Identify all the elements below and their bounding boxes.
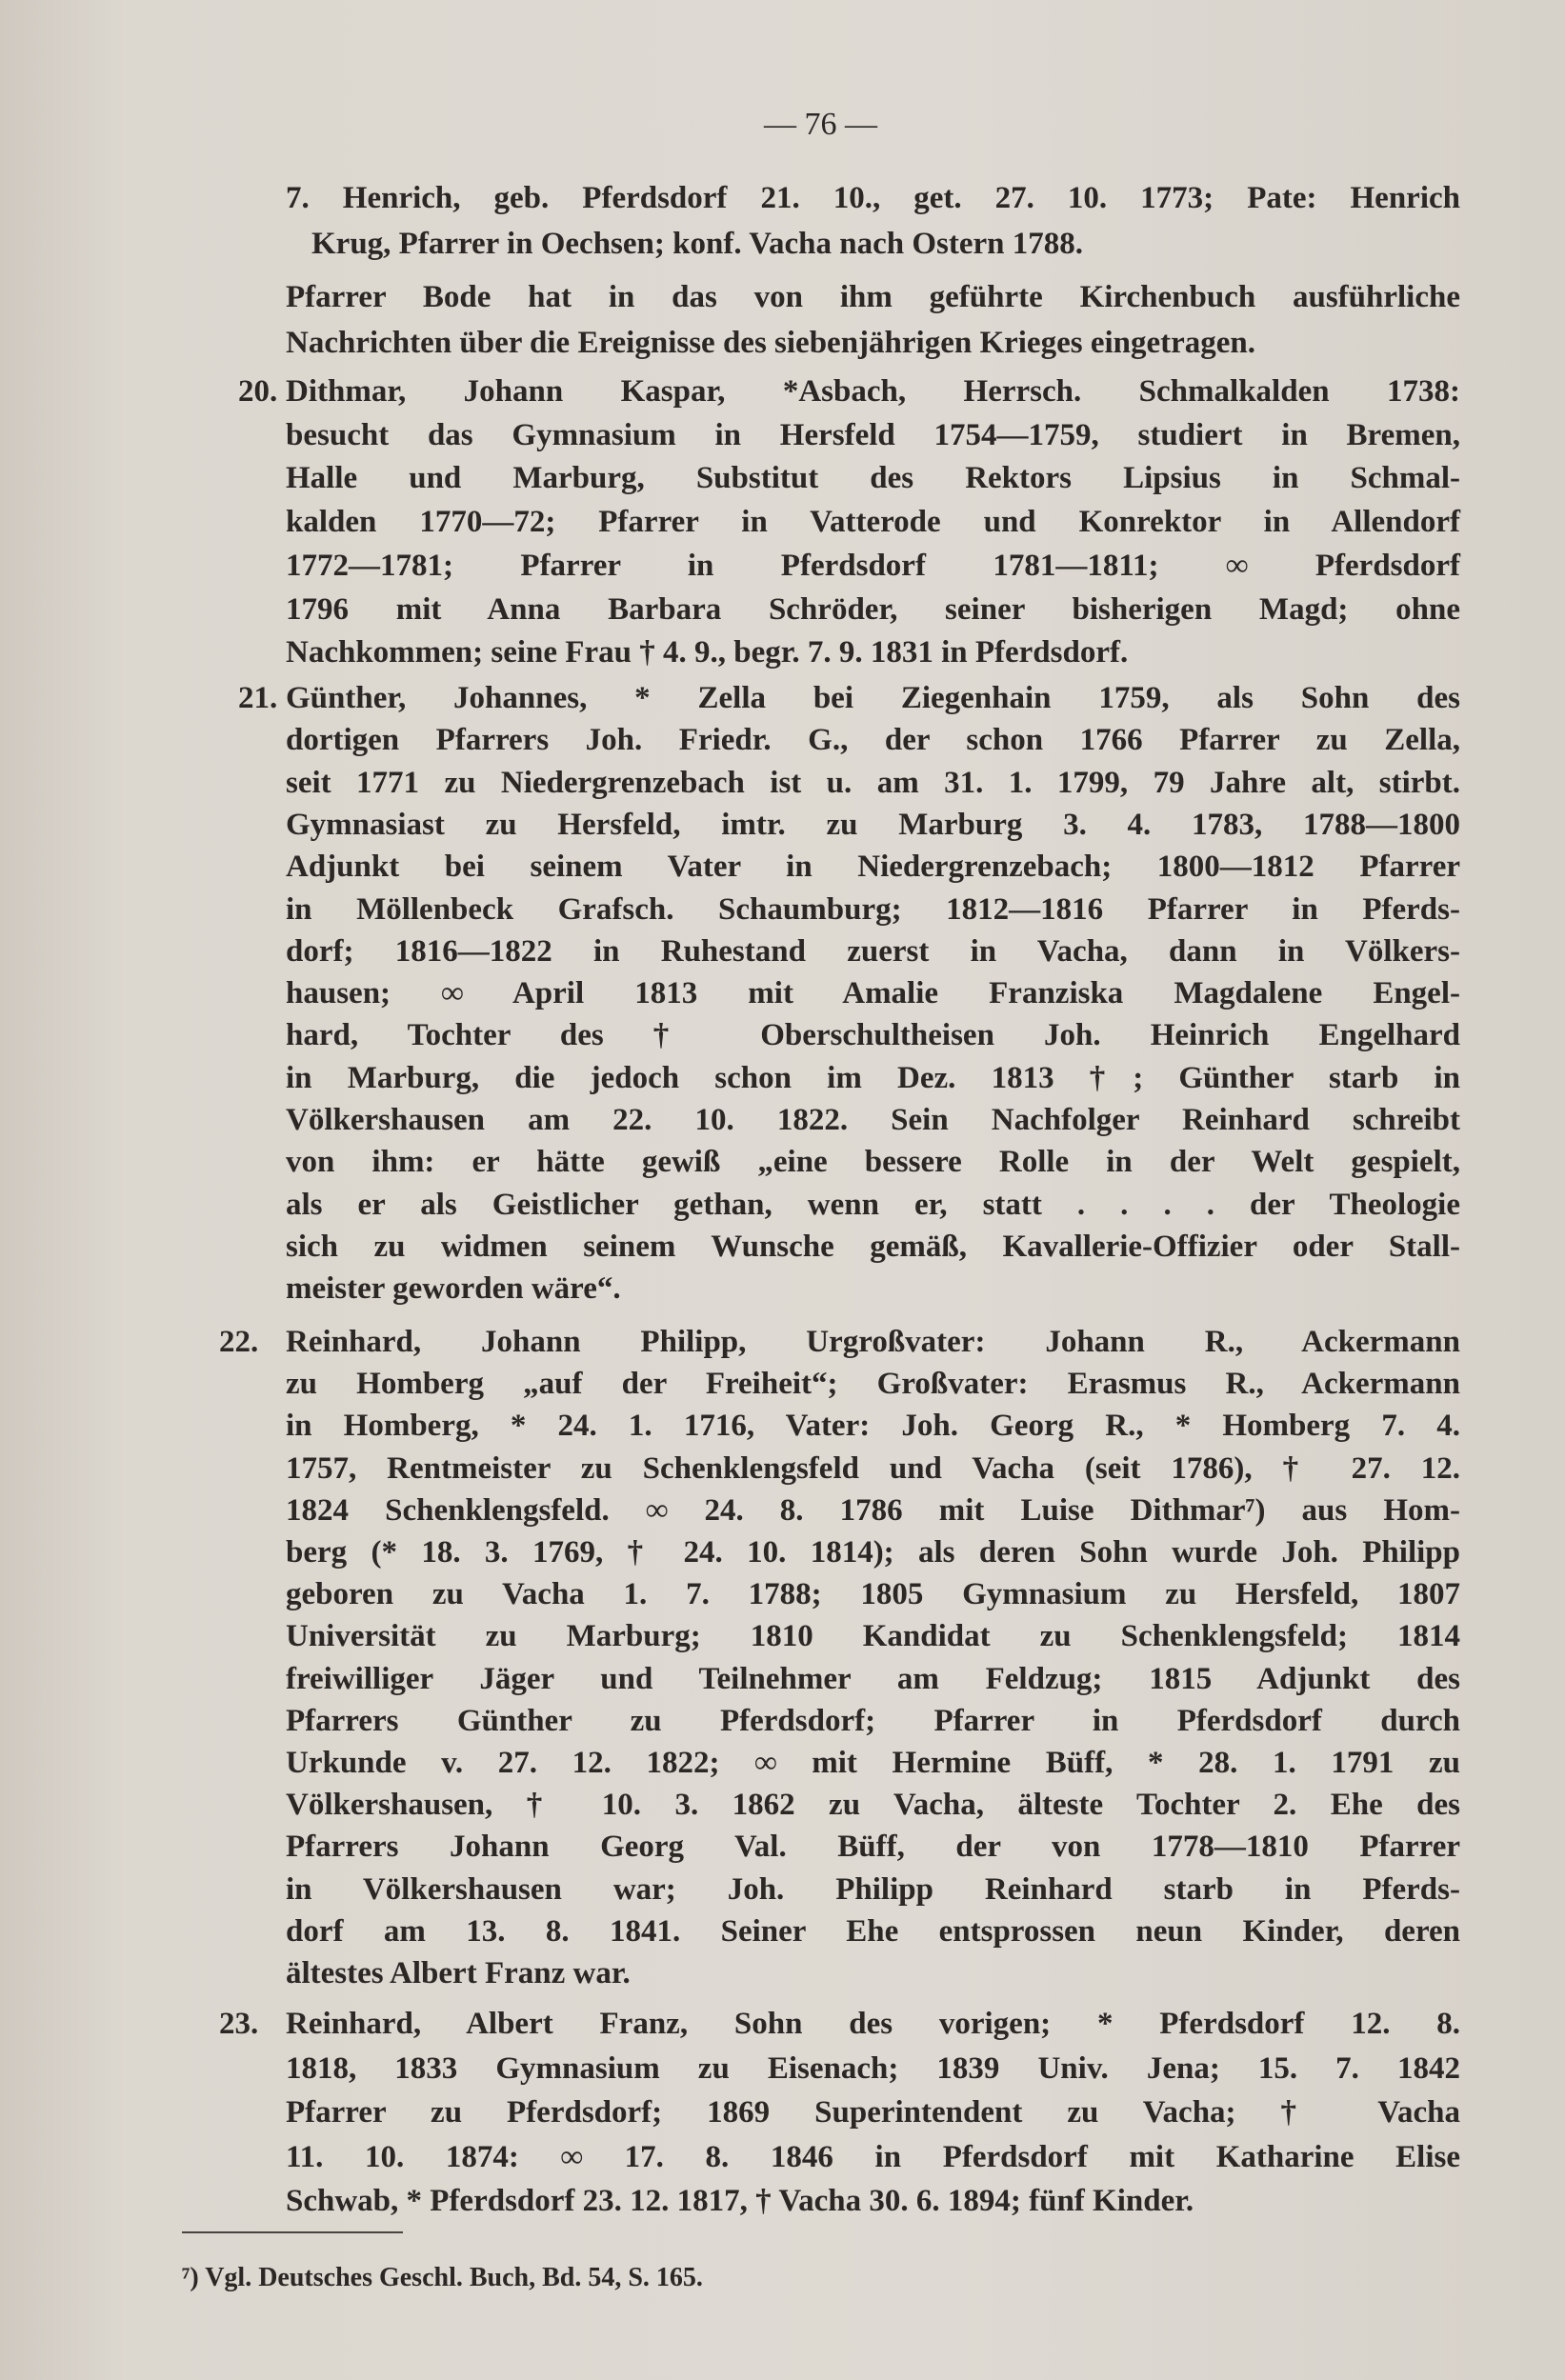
text-line: hausen; ∞ April 1813 mit Amalie Franziska Magdalene Engel- bbox=[286, 976, 1460, 1011]
text-line: in Homberg, * 24. 1. 1716, Vater: Joh. Georg R., * Homberg 7. 4. bbox=[286, 1409, 1460, 1444]
text-line: hard, Tochter des † Oberschultheisen Joh. Heinrich Engelhard bbox=[286, 1018, 1460, 1053]
text-line: in Völkershausen war; Joh. Philipp Reinhard starb in Pferds- bbox=[286, 1871, 1460, 1907]
text-line: Pfarrers Johann Georg Val. Büff, der von 1778—1810 Pfarrer bbox=[286, 1830, 1460, 1865]
text-line: Pfarrer Bode hat in das von ihm geführte Kirchenbuch ausführliche bbox=[286, 280, 1460, 314]
page-number: — 76 — bbox=[764, 107, 877, 142]
text-line: ältestes Albert Franz war. bbox=[286, 1956, 631, 1990]
text-line: 1772—1781; Pfarrer in Pferdsdorf 1781—1811; ∞ Pferdsdorf bbox=[286, 548, 1460, 583]
text-line: Pfarrers Günther zu Pferdsdorf; Pfarrer in Pferdsdorf durch bbox=[286, 1703, 1460, 1738]
text-line: Völkershausen am 22. 10. 1822. Sein Nachfolger Reinhard schreibt bbox=[286, 1103, 1460, 1137]
text-line: besucht das Gymnasium in Hersfeld 1754—1759, studiert in Bremen, bbox=[286, 417, 1460, 452]
text-line: von ihm: er hätte gewiß „eine bessere Rolle in der Welt gespielt, bbox=[286, 1145, 1460, 1180]
text-line: Nachkommen; seine Frau † 4. 9., begr. 7. 9. 1831 in Pferdsdorf. bbox=[286, 635, 1129, 670]
text-line: in Marburg, die jedoch schon im Dez. 1813 †; Günther starb in bbox=[286, 1060, 1460, 1095]
text-line: Pfarrer zu Pferdsdorf; 1869 Superintendent zu Vacha; † Vacha bbox=[286, 2095, 1460, 2130]
text-line: Universität zu Marburg; 1810 Kandidat zu Schenklengsfeld; 1814 bbox=[286, 1619, 1460, 1654]
entry-number: 23. bbox=[219, 2007, 259, 2041]
text-line: freiwilliger Jäger und Teilnehmer am Feldzug; 1815 Adjunkt des bbox=[286, 1661, 1460, 1696]
entry-number: 20. bbox=[238, 374, 278, 409]
entry-number: 22. bbox=[219, 1325, 259, 1359]
text-line: Dithmar, Johann Kaspar, *Asbach, Herrsch. Schmalkalden 1738: bbox=[286, 374, 1460, 409]
text-line: Gymnasiast zu Hersfeld, imtr. zu Marburg 3. 4. 1783, 1788—1800 bbox=[286, 807, 1460, 842]
text-line: in Möllenbeck Grafsch. Schaumburg; 1812—1816 Pfarrer in Pferds- bbox=[286, 891, 1460, 927]
text-line: Adjunkt bei seinem Vater in Niedergrenzebach; 1800—1812 Pfarrer bbox=[286, 850, 1460, 885]
text-line: 11. 10. 1874: ∞ 17. 8. 1846 in Pferdsdorf mit Katharine Elise bbox=[286, 2139, 1460, 2174]
text-line: dortigen Pfarrers Joh. Friedr. G., der schon 1766 Pfarrer zu Zella, bbox=[286, 723, 1460, 758]
text-line: Nachrichten über die Ereignisse des siebenjährigen Krieges eingetragen. bbox=[286, 326, 1256, 360]
text-line: dorf am 13. 8. 1841. Seiner Ehe entsprossen neun Kinder, deren bbox=[286, 1913, 1460, 1949]
text-line: als er als Geistlicher gethan, wenn er, statt . . . . der Theologie bbox=[286, 1187, 1460, 1222]
text-line: geboren zu Vacha 1. 7. 1788; 1805 Gymnasium zu Hersfeld, 1807 bbox=[286, 1577, 1460, 1612]
text-line: Reinhard, Albert Franz, Sohn des vorigen; * Pferdsdorf 12. 8. bbox=[286, 2007, 1460, 2041]
text-line: Krug, Pfarrer in Oechsen; konf. Vacha nach Ostern 1788. bbox=[311, 227, 1084, 261]
footnote-divider bbox=[182, 2231, 403, 2233]
text-line: 1824 Schenklengsfeld. ∞ 24. 8. 1786 mit Luise Dithmar⁷) aus Hom- bbox=[286, 1492, 1460, 1528]
text-line: kalden 1770—72; Pfarrer in Vatterode und Konrektor in Allendorf bbox=[286, 505, 1460, 540]
text-line: seit 1771 zu Niedergrenzebach ist u. am 31. 1. 1799, 79 Jahre alt, stirbt. bbox=[286, 765, 1460, 800]
text-line: Halle und Marburg, Substitut des Rektors Lipsius in Schmal- bbox=[286, 461, 1460, 496]
footnote: ⁷) Vgl. Deutsches Geschl. Buch, Bd. 54, S. 165. bbox=[182, 2263, 703, 2292]
text-line: meister geworden wäre“. bbox=[286, 1271, 621, 1307]
text-line: Urkunde v. 27. 12. 1822; ∞ mit Hermine Büff, * 28. 1. 1791 zu bbox=[286, 1746, 1460, 1780]
text-line: dorf; 1816—1822 in Ruhestand zuerst in Vacha, dann in Völkers- bbox=[286, 933, 1460, 969]
text-line: zu Homberg „auf der Freiheit“; Großvater: Erasmus R., Ackermann bbox=[286, 1367, 1460, 1402]
text-line: Reinhard, Johann Philipp, Urgroßvater: Johann R., Ackermann bbox=[286, 1325, 1460, 1359]
text-line: 1818, 1833 Gymnasium zu Eisenach; 1839 Univ. Jena; 15. 7. 1842 bbox=[286, 2050, 1460, 2086]
text-line: Völkershausen, † 10. 3. 1862 zu Vacha, älteste Tochter 2. Ehe des bbox=[286, 1788, 1460, 1823]
text-line: berg (* 18. 3. 1769, † 24. 10. 1814); als deren Sohn wurde Joh. Philipp bbox=[286, 1535, 1460, 1570]
text-line: 7. Henrich, geb. Pferdsdorf 21. 10., get. 27. 10. 1773; Pate: Henrich bbox=[286, 181, 1460, 215]
entry-number: 21. bbox=[238, 681, 278, 715]
text-line: Schwab, * Pferdsdorf 23. 12. 1817, † Vacha 30. 6. 1894; fünf Kinder. bbox=[286, 2184, 1194, 2218]
text-line: Günther, Johannes, * Zella bei Ziegenhain 1759, als Sohn des bbox=[286, 681, 1460, 715]
text-line: 1796 mit Anna Barbara Schröder, seiner bisherigen Magd; ohne bbox=[286, 591, 1460, 627]
text-line: sich zu widmen seinem Wunsche gemäß, Kavallerie-Offizier oder Stall- bbox=[286, 1229, 1460, 1264]
text-line: 1757, Rentmeister zu Schenklengsfeld und Vacha (seit 1786), † 27. 12. bbox=[286, 1450, 1460, 1486]
